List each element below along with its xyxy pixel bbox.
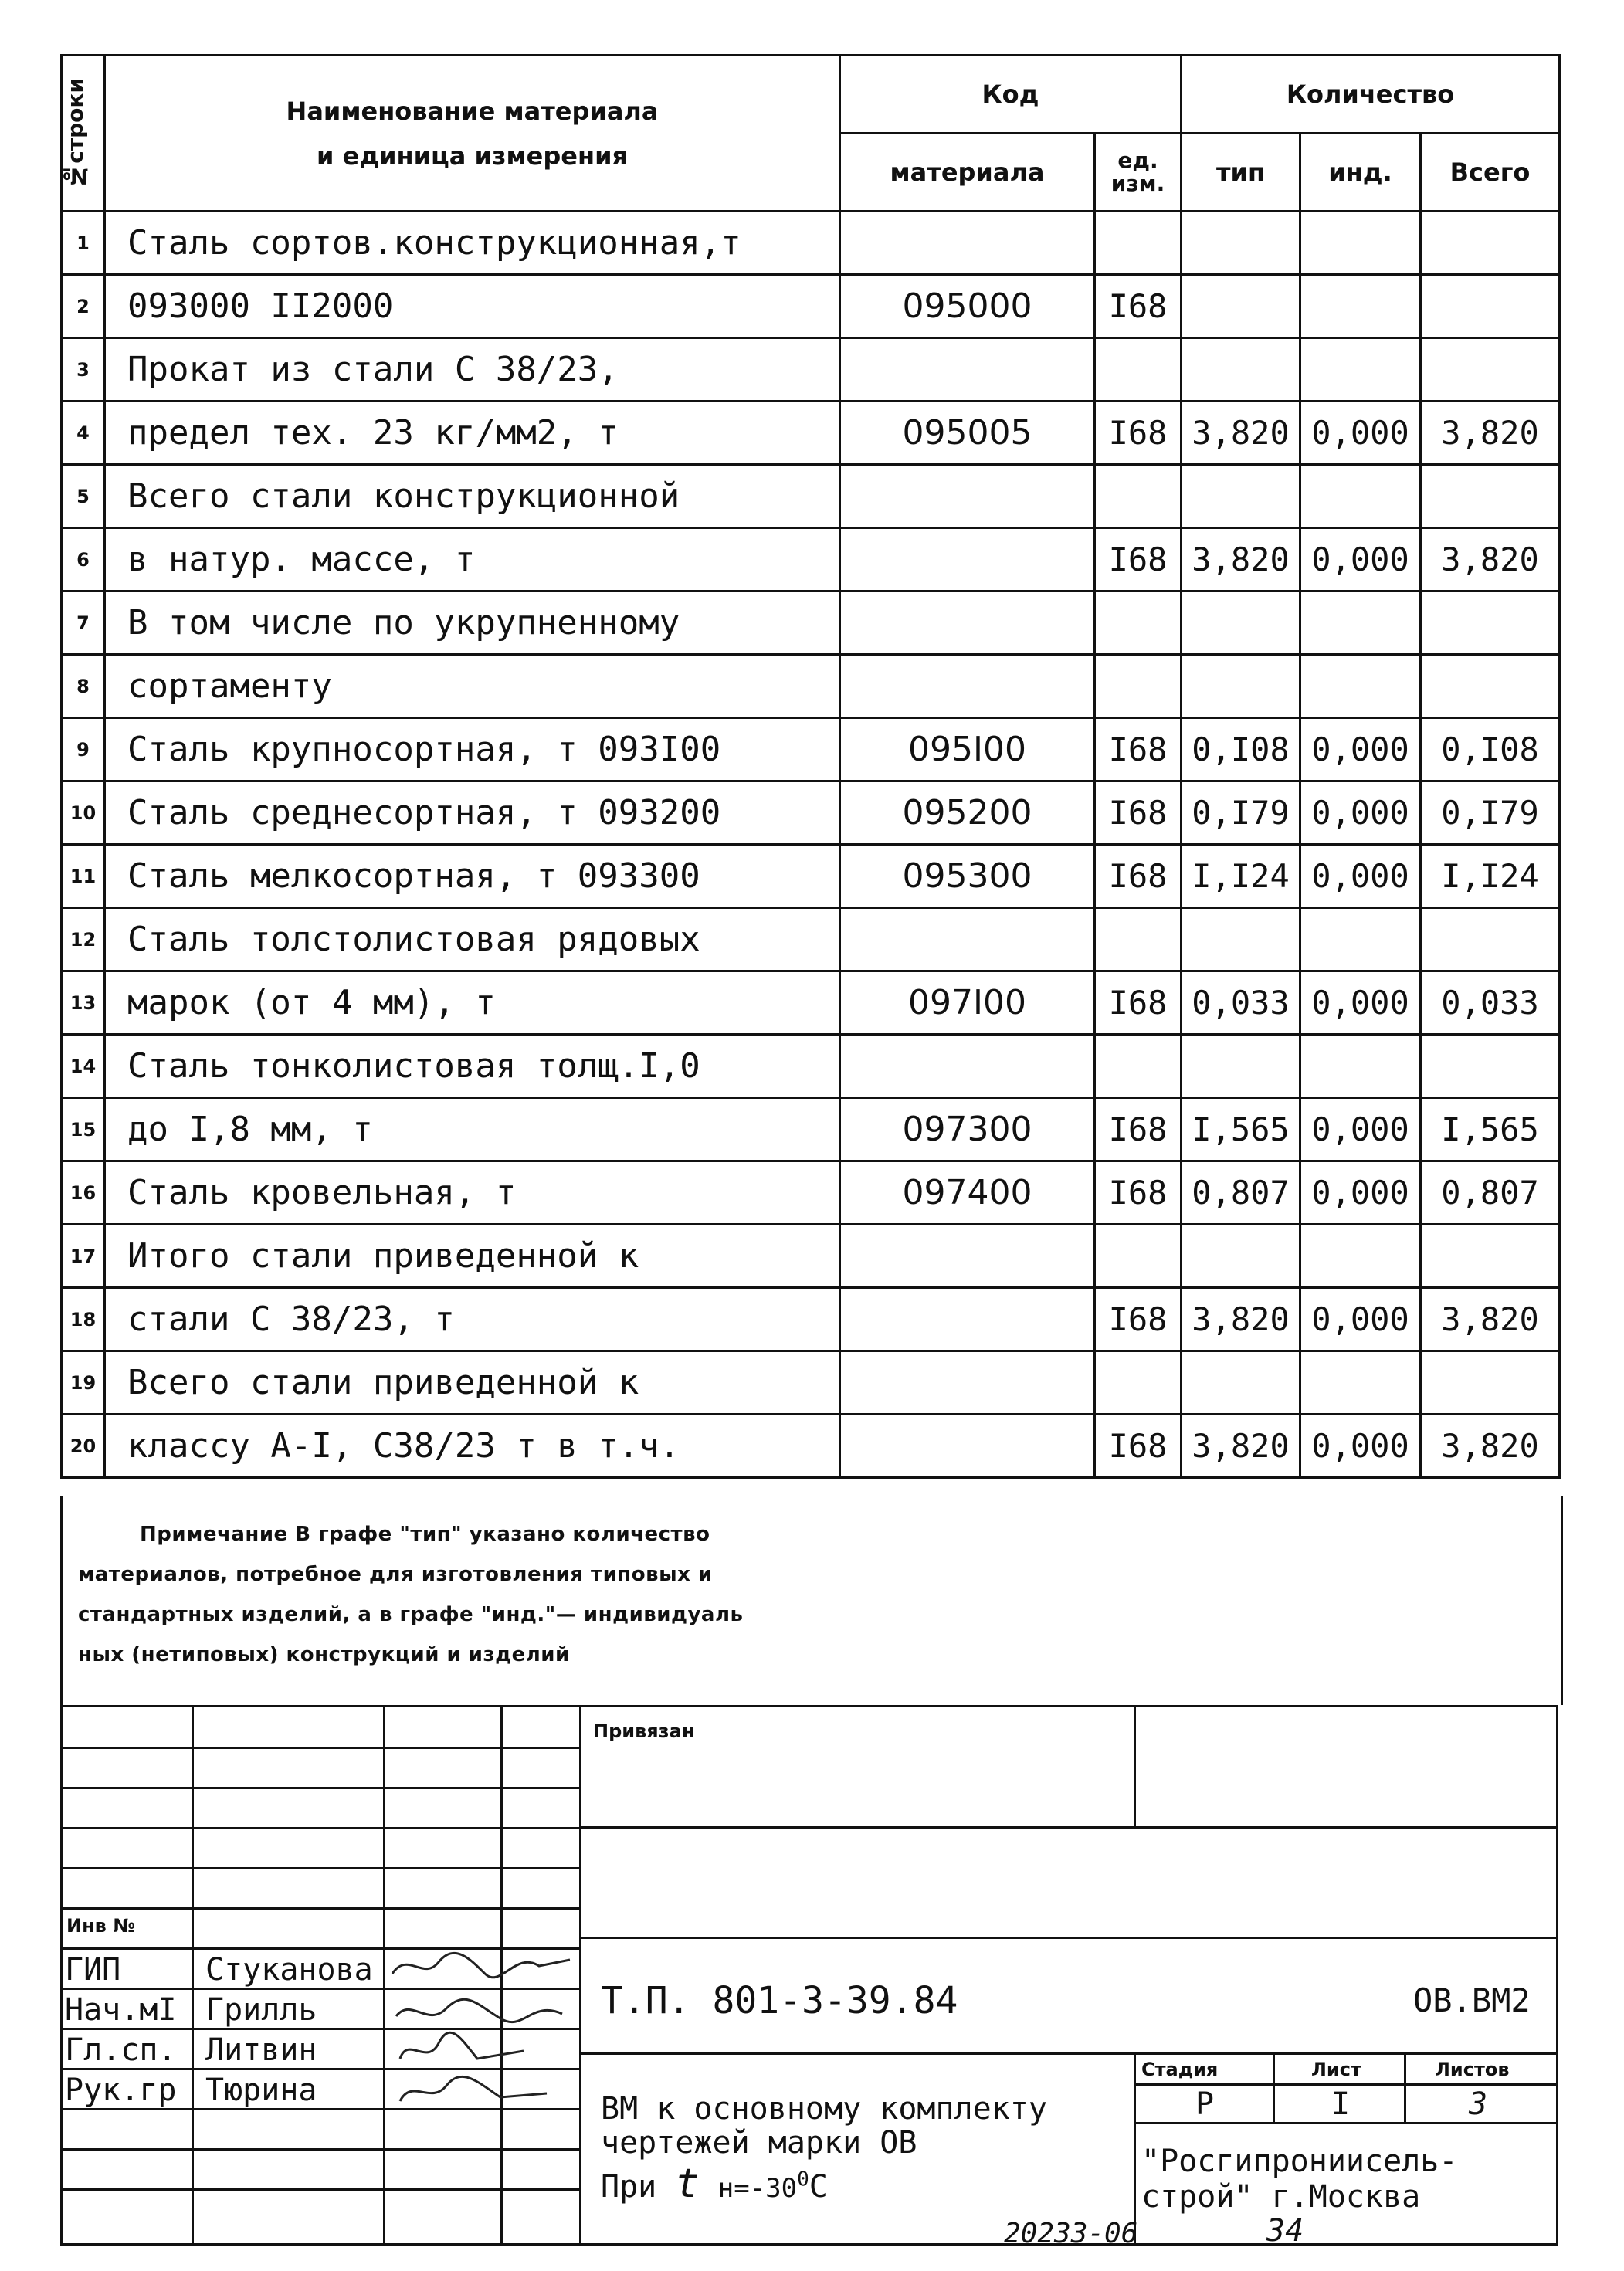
qty-ind: 0,000 [1300, 781, 1421, 845]
material-name: Сталь кровельная, т [105, 1161, 840, 1225]
table-row [62, 655, 1560, 718]
material-name: Сталь мелкосортная, т 093300 [105, 845, 840, 908]
document-code: Т.П. 801-3-39.84 [601, 1979, 958, 2022]
sheets-value: 3 [1469, 2086, 1488, 2122]
unit-code: I68 [1095, 1415, 1182, 1478]
row-number: 13 [62, 971, 105, 1035]
row-number: 14 [62, 1035, 105, 1098]
material-code [840, 528, 1095, 591]
qty-total: 0,I79 [1421, 781, 1560, 845]
material-code [840, 908, 1095, 971]
qty-total [1421, 655, 1560, 718]
drawing-mark: ОВ.ВМ2 [1413, 1981, 1531, 2019]
qty-type: 3,820 [1182, 1288, 1300, 1351]
qty-ind [1300, 591, 1421, 655]
material-code: 095005 [840, 402, 1095, 465]
table-row [62, 1415, 1560, 1478]
unit-code: I68 [1095, 1098, 1182, 1161]
qty-type [1182, 338, 1300, 402]
table-row [62, 781, 1560, 845]
row-number: 6 [62, 528, 105, 591]
material-name: в натур. массе, т [105, 528, 840, 591]
title-line-3: При t $н=-30^0С$ [601, 2161, 828, 2207]
sheets-label: Листов [1435, 2059, 1510, 2080]
code-material-header: материала [840, 134, 1095, 212]
archive-number: 20233-06 [1004, 2218, 1138, 2249]
material-name: Сталь толстолистовая рядовых [105, 908, 840, 971]
unit-code [1095, 1225, 1182, 1288]
unit-code [1095, 908, 1182, 971]
role-nach: Нач.мI [65, 1992, 177, 2028]
row-number: 7 [62, 591, 105, 655]
material-code [840, 1035, 1095, 1098]
table-row [62, 1035, 1560, 1098]
material-code [840, 1225, 1095, 1288]
note-line-2: материалов, потребное для изготовления типовых и [78, 1563, 713, 1586]
qty-ind [1300, 1225, 1421, 1288]
material-code [840, 338, 1095, 402]
table-row [62, 465, 1560, 528]
row-number: 11 [62, 845, 105, 908]
qty-total: 0,807 [1421, 1161, 1560, 1225]
stage-value: Р [1195, 2086, 1215, 2122]
row-number: 5 [62, 465, 105, 528]
material-name: В том числе по укрупненному [105, 591, 840, 655]
row-number: 12 [62, 908, 105, 971]
qty-total: I,565 [1421, 1098, 1560, 1161]
qty-total: 3,820 [1421, 528, 1560, 591]
qty-type: 0,033 [1182, 971, 1300, 1035]
material-name: предел тех. 23 кг/мм2, т [105, 402, 840, 465]
table-row [62, 1288, 1560, 1351]
row-number: 9 [62, 718, 105, 781]
material-code: 095I00 [840, 718, 1095, 781]
unit-code [1095, 465, 1182, 528]
privyazan-label: Привязан [593, 1720, 695, 1742]
material-name: Сталь тонколистовая толщ.I,0 [105, 1035, 840, 1098]
material-name: сортаменту [105, 655, 840, 718]
code-unit-header: ед. изм. [1095, 134, 1182, 212]
qty-ind: 0,000 [1300, 1098, 1421, 1161]
document-page [60, 54, 1558, 2215]
unit-code [1095, 338, 1182, 402]
note-line-4: ных (нетиповых) конструкций и изделий [78, 1643, 570, 1666]
qty-ind [1300, 1351, 1421, 1415]
org-line-2: строй" г.Москва [1141, 2179, 1421, 2215]
qty-type: 3,820 [1182, 1415, 1300, 1478]
material-name: марок (от 4 мм), т [105, 971, 840, 1035]
qty-total [1421, 212, 1560, 275]
sheet-label: Лист [1311, 2059, 1361, 2080]
role-glsp: Гл.сп. [65, 2032, 177, 2068]
material-code: 097300 [840, 1098, 1095, 1161]
unit-code [1095, 212, 1182, 275]
table-row [62, 1098, 1560, 1161]
material-name: Всего стали приведенной к [105, 1351, 840, 1415]
table-row [62, 1351, 1560, 1415]
unit-code: I68 [1095, 971, 1182, 1035]
quantity-header: Количество [1182, 56, 1560, 134]
materials-table [60, 54, 1561, 1479]
row-number: 1 [62, 212, 105, 275]
title-line-2: чертежей марки ОВ [601, 2125, 917, 2161]
material-name-header: Наименование материала и единица измерения [105, 56, 840, 212]
table-row [62, 275, 1560, 338]
table-row [62, 402, 1560, 465]
material-code [840, 1288, 1095, 1351]
qty-total [1421, 1225, 1560, 1288]
row-number: 8 [62, 655, 105, 718]
qty-type [1182, 1225, 1300, 1288]
signatures-drawing [385, 1943, 585, 2113]
materials-rows [62, 212, 1560, 1478]
qty-ind: 0,000 [1300, 718, 1421, 781]
material-code [840, 655, 1095, 718]
material-code [840, 212, 1095, 275]
row-number: 3 [62, 338, 105, 402]
qty-type [1182, 212, 1300, 275]
qty-ind [1300, 655, 1421, 718]
inventory-number-label: Инв № [66, 1915, 136, 1937]
unit-code [1095, 1035, 1182, 1098]
qty-type: 3,820 [1182, 528, 1300, 591]
sheet-value: I [1331, 2086, 1351, 2122]
title-block [60, 1705, 1558, 2246]
note-line-3: стандартных изделий, а в графе "инд."— индивидуаль [78, 1603, 744, 1626]
material-code [840, 1415, 1095, 1478]
qty-ind: 0,000 [1300, 1415, 1421, 1478]
qty-ind: 0,000 [1300, 1161, 1421, 1225]
table-row [62, 718, 1560, 781]
qty-ind-header: инд. [1300, 134, 1421, 212]
unit-code: I68 [1095, 781, 1182, 845]
table-row [62, 908, 1560, 971]
title-line-1: ВМ к основному комплекту [601, 2091, 1047, 2127]
material-name: Всего стали конструкционной [105, 465, 840, 528]
table-row [62, 1161, 1560, 1225]
material-code [840, 1351, 1095, 1415]
role-rukgr: Рук.гр [65, 2073, 177, 2108]
row-number: 18 [62, 1288, 105, 1351]
qty-total: 0,I08 [1421, 718, 1560, 781]
unit-code [1095, 591, 1182, 655]
qty-total: 3,820 [1421, 1288, 1560, 1351]
row-number: 16 [62, 1161, 105, 1225]
role-gip: ГИП [65, 1952, 121, 1988]
qty-type: 0,I79 [1182, 781, 1300, 845]
qty-total: 3,820 [1421, 402, 1560, 465]
qty-type: 0,I08 [1182, 718, 1300, 781]
unit-code: I68 [1095, 1161, 1182, 1225]
qty-type [1182, 591, 1300, 655]
material-code: 095300 [840, 845, 1095, 908]
row-number: 4 [62, 402, 105, 465]
qty-total [1421, 275, 1560, 338]
qty-total [1421, 1351, 1560, 1415]
row-number: 20 [62, 1415, 105, 1478]
row-number: 2 [62, 275, 105, 338]
unit-code: I68 [1095, 718, 1182, 781]
qty-total [1421, 465, 1560, 528]
name-grill: Грилль [205, 1992, 317, 2028]
name-tyurina: Тюрина [205, 2073, 317, 2108]
unit-code: I68 [1095, 845, 1182, 908]
row-number: 19 [62, 1351, 105, 1415]
unit-code: I68 [1095, 1288, 1182, 1351]
qty-total: 0,033 [1421, 971, 1560, 1035]
org-line-1: "Росгипрониисель- [1141, 2144, 1458, 2179]
page-number: 34 [1266, 2213, 1304, 2249]
qty-type [1182, 275, 1300, 338]
material-code [840, 591, 1095, 655]
material-name: Прокат из стали С 38/23, [105, 338, 840, 402]
qty-type [1182, 1351, 1300, 1415]
qty-type-header: тип [1182, 134, 1300, 212]
qty-ind [1300, 465, 1421, 528]
table-row [62, 1225, 1560, 1288]
qty-ind [1300, 338, 1421, 402]
row-number-header: №строки [62, 56, 105, 212]
note-line-1: Примечание В графе "тип" указано количество [140, 1523, 710, 1546]
material-name: Сталь среднесортная, т 093200 [105, 781, 840, 845]
qty-ind: 0,000 [1300, 402, 1421, 465]
row-number: 10 [62, 781, 105, 845]
material-name: Сталь крупносортная, т 093I00 [105, 718, 840, 781]
row-number: 17 [62, 1225, 105, 1288]
stage-label: Стадия [1141, 2059, 1219, 2080]
code-header: Код [840, 56, 1182, 134]
qty-type [1182, 655, 1300, 718]
unit-code: I68 [1095, 402, 1182, 465]
material-code: 097400 [840, 1161, 1095, 1225]
table-row [62, 338, 1560, 402]
row-number: 15 [62, 1098, 105, 1161]
material-code: 095000 [840, 275, 1095, 338]
qty-ind [1300, 1035, 1421, 1098]
qty-total [1421, 1035, 1560, 1098]
table-row [62, 212, 1560, 275]
table-row [62, 591, 1560, 655]
material-name: стали С 38/23, т [105, 1288, 840, 1351]
table-row [62, 971, 1560, 1035]
qty-type: 0,807 [1182, 1161, 1300, 1225]
material-name: до I,8 мм, т [105, 1098, 840, 1161]
table-row [62, 528, 1560, 591]
qty-ind [1300, 908, 1421, 971]
qty-ind: 0,000 [1300, 971, 1421, 1035]
qty-ind [1300, 275, 1421, 338]
unit-code: I68 [1095, 528, 1182, 591]
note-block [60, 1496, 1563, 1705]
qty-total [1421, 908, 1560, 971]
name-stukanova: Стуканова [205, 1952, 373, 1988]
qty-total [1421, 591, 1560, 655]
qty-ind: 0,000 [1300, 528, 1421, 591]
unit-code [1095, 1351, 1182, 1415]
material-name: 093000 II2000 [105, 275, 840, 338]
material-name: Итого стали приведенной к [105, 1225, 840, 1288]
qty-type: I,565 [1182, 1098, 1300, 1161]
material-code [840, 465, 1095, 528]
qty-type: 3,820 [1182, 402, 1300, 465]
qty-ind: 0,000 [1300, 1288, 1421, 1351]
qty-total-header: Всего [1421, 134, 1560, 212]
material-name: классу А-I, С38/23 т в т.ч. [105, 1415, 840, 1478]
material-code: 095200 [840, 781, 1095, 845]
qty-total [1421, 338, 1560, 402]
table-row [62, 845, 1560, 908]
qty-type: I,I24 [1182, 845, 1300, 908]
qty-type [1182, 465, 1300, 528]
qty-type [1182, 1035, 1300, 1098]
unit-code [1095, 655, 1182, 718]
qty-type [1182, 908, 1300, 971]
unit-code: I68 [1095, 275, 1182, 338]
qty-total: 3,820 [1421, 1415, 1560, 1478]
qty-ind [1300, 212, 1421, 275]
qty-ind: 0,000 [1300, 845, 1421, 908]
name-litvin: Литвин [205, 2032, 317, 2068]
material-code: 097I00 [840, 971, 1095, 1035]
material-name: Сталь сортов.конструкционная,т [105, 212, 840, 275]
qty-total: I,I24 [1421, 845, 1560, 908]
